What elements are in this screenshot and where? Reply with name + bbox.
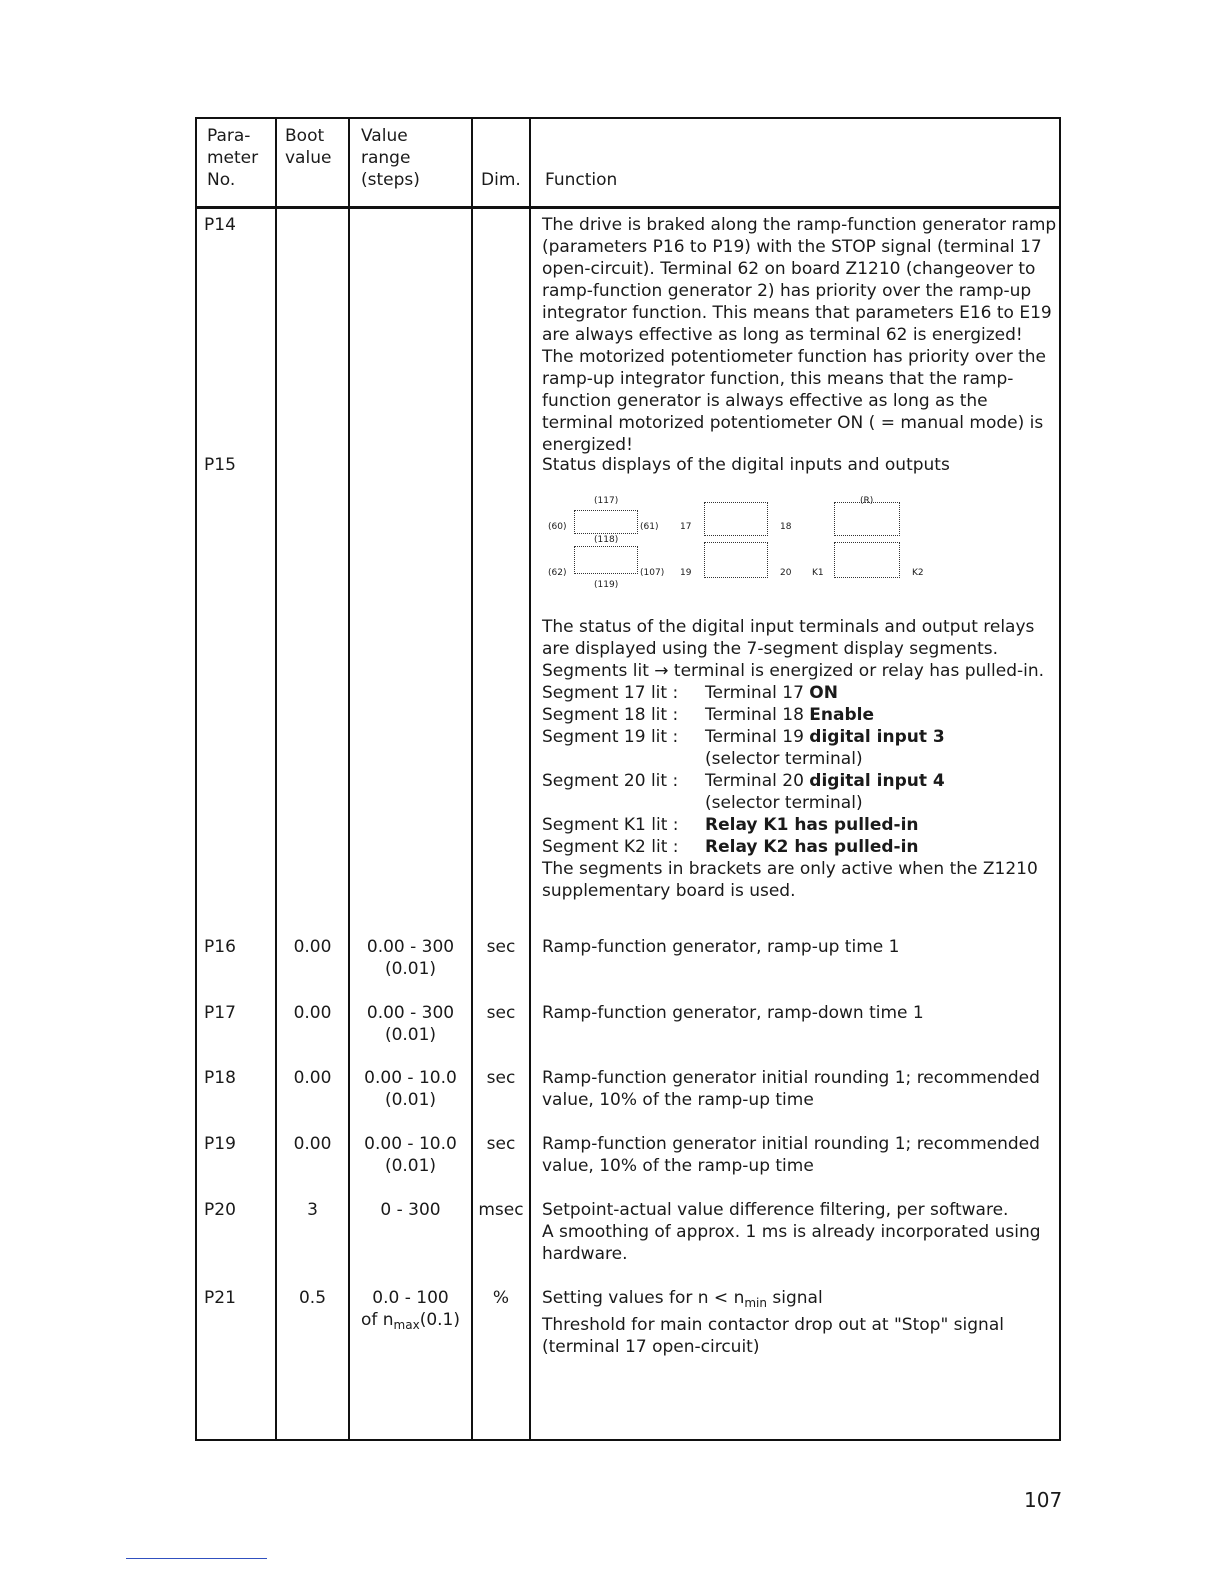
segment-box: [834, 542, 900, 578]
segment-label: Segment K2 lit :: [542, 837, 679, 857]
function-text: Ramp-function generator, ramp-up time 1: [542, 937, 900, 957]
segment-box: [574, 510, 638, 534]
label-107: (107): [640, 568, 665, 578]
param-no: P19: [204, 1134, 236, 1154]
terminal: Terminal 17: [705, 683, 804, 703]
label-118: (118): [594, 535, 619, 545]
footer-rule: [126, 1558, 267, 1559]
p14-text-1: The drive is braked along the ramp-function generator ramp (parameters P16 to P19) with the STOP signal (terminal 17 open-circuit). Terminal 62 on board Z1210 (changeover to ramp-function generator 2) has priority over the ramp-up integrator function. This means that parameters E16 to E19 are always effective as long as terminal 62 is energized!: [542, 215, 1057, 345]
boot-value: 0.00: [293, 1068, 332, 1088]
header-boot-value: Boot value: [285, 126, 332, 168]
p15-intro: The status of the digital input terminals and output relays are displayed using the 7-segment display segments.: [542, 617, 1035, 659]
segment-label: Segment 18 lit :: [542, 705, 679, 725]
segment-value: [705, 770, 1057, 814]
label-61: (61): [640, 522, 659, 532]
dim: sec: [486, 1134, 516, 1154]
header-dim: Dim.: [481, 170, 521, 190]
segment-meaning: Enable: [809, 705, 875, 725]
segment-row: [542, 814, 1057, 836]
segment-extra: (selector terminal): [705, 749, 863, 769]
label-17: 17: [680, 522, 692, 532]
segment-box: [834, 502, 900, 536]
dim: sec: [486, 1003, 516, 1023]
label-20: 20: [780, 568, 792, 578]
range-subscript: max: [393, 1318, 420, 1332]
terminal: Terminal 19: [705, 727, 804, 747]
header-value-range: Value range (steps): [361, 126, 420, 190]
column-divider: [529, 119, 531, 1439]
value-range: 0.00 - 300 (0.01): [366, 937, 455, 979]
dim: msec: [478, 1200, 524, 1220]
page-number: 107: [1024, 1488, 1063, 1512]
segment-box: [574, 546, 638, 574]
range-limits: 0.0 - 100: [372, 1288, 449, 1308]
segment-label: Segment 20 lit :: [542, 771, 679, 791]
function-text: Ramp-function generator initial rounding 1; recommended value, 10% of the ramp-up time: [542, 1068, 1040, 1110]
column-divider: [471, 119, 473, 1439]
function-text: [542, 454, 1057, 902]
label-19: 19: [680, 568, 692, 578]
header-parameter-no: Para- meter No.: [207, 126, 259, 190]
param-no: P20: [204, 1200, 236, 1220]
segment-row: [542, 726, 1057, 770]
function-text: Ramp-function generator, ramp-down time 1: [542, 1003, 924, 1023]
param-no: P15: [204, 455, 236, 475]
parameter-table: [195, 117, 1061, 1441]
label-60: (60): [548, 522, 567, 532]
segment-meaning: ON: [809, 683, 838, 703]
column-divider: [348, 119, 350, 1439]
param-no: P21: [204, 1288, 236, 1308]
boot-value: 0.00: [293, 1003, 332, 1023]
function-text: [542, 1287, 1057, 1358]
segment-extra: (selector terminal): [705, 793, 863, 813]
value-range: 0.00 - 10.0 (0.01): [364, 1134, 457, 1176]
segment-row: [542, 770, 1057, 814]
segment-meaning: digital input 4: [809, 771, 945, 791]
p15-lit-rule: Segments lit → terminal is energized or relay has pulled-in.: [542, 661, 1045, 681]
segment-value: [705, 704, 1057, 726]
value-range: 0 - 300: [380, 1200, 441, 1220]
value-range: 0.00 - 10.0 (0.01): [364, 1068, 457, 1110]
p15-title: Status displays of the digital inputs and outputs: [542, 455, 950, 475]
label-k1: K1: [812, 568, 824, 578]
boot-value: 0.5: [298, 1288, 327, 1308]
p14-text-2: The motorized potentiometer function has priority over the ramp-up integrator function, this means that the ramp-function generator is always effective as long as the terminal motorized potentiometer ON ( = manual mode) is energized!: [542, 347, 1047, 455]
segment-value: [705, 726, 1057, 770]
dim: %: [492, 1288, 510, 1308]
p21-text: Setting values for n < n: [542, 1288, 745, 1308]
segment-display-diagram: [542, 488, 1057, 598]
p21-subscript: min: [744, 1296, 767, 1310]
label-18: 18: [780, 522, 792, 532]
label-117: (117): [594, 496, 619, 506]
segment-row: [542, 682, 1057, 704]
label-62: (62): [548, 568, 567, 578]
dim: sec: [486, 1068, 516, 1088]
segment-label: Segment 17 lit :: [542, 683, 679, 703]
range-step: (0.1): [419, 1310, 461, 1330]
function-text: Ramp-function generator initial rounding 1; recommended value, 10% of the ramp-up time: [542, 1134, 1040, 1176]
p21-text-end: signal: [767, 1288, 823, 1308]
label-r: (R): [860, 496, 874, 506]
value-range: [350, 1287, 471, 1336]
boot-value: 0.00: [293, 937, 332, 957]
label-119: (119): [594, 580, 619, 590]
segment-box: [704, 542, 768, 578]
function-text: [542, 214, 1057, 456]
boot-value: 0.00: [293, 1134, 332, 1154]
segment-row: [542, 836, 1057, 858]
boot-value: 3: [307, 1200, 318, 1220]
label-k2: K2: [912, 568, 924, 578]
dim: sec: [486, 937, 516, 957]
column-divider: [275, 119, 277, 1439]
segment-label: Segment K1 lit :: [542, 815, 679, 835]
segment-row: [542, 704, 1057, 726]
segment-value: [705, 682, 1057, 704]
segment-meaning: Relay K1 has pulled-in: [705, 815, 919, 835]
terminal: Terminal 20: [705, 771, 804, 791]
param-no: P16: [204, 937, 236, 957]
p21-line-2: Threshold for main contactor drop out at "Stop" signal (terminal 17 open-circuit): [542, 1315, 1004, 1357]
param-no: P18: [204, 1068, 236, 1088]
param-no: P14: [204, 215, 236, 235]
value-range: 0.00 - 300 (0.01): [366, 1003, 455, 1045]
segment-meaning: Relay K2 has pulled-in: [705, 837, 919, 857]
p15-note: The segments in brackets are only active when the Z1210 supplementary board is used.: [542, 859, 1038, 901]
segment-label: Segment 19 lit :: [542, 727, 679, 747]
header-divider: [197, 206, 1059, 209]
terminal: Terminal 18: [705, 705, 804, 725]
header-function: Function: [545, 170, 618, 190]
segment-meaning: digital input 3: [809, 727, 945, 747]
segment-box: [704, 502, 768, 536]
range-of: of n: [360, 1310, 394, 1330]
function-text: Setpoint-actual value difference filtering, per software. A smoothing of approx. 1 ms is already incorporated using hardware.: [542, 1200, 1041, 1264]
p21-line-1: [542, 1287, 1057, 1314]
param-no: P17: [204, 1003, 236, 1023]
